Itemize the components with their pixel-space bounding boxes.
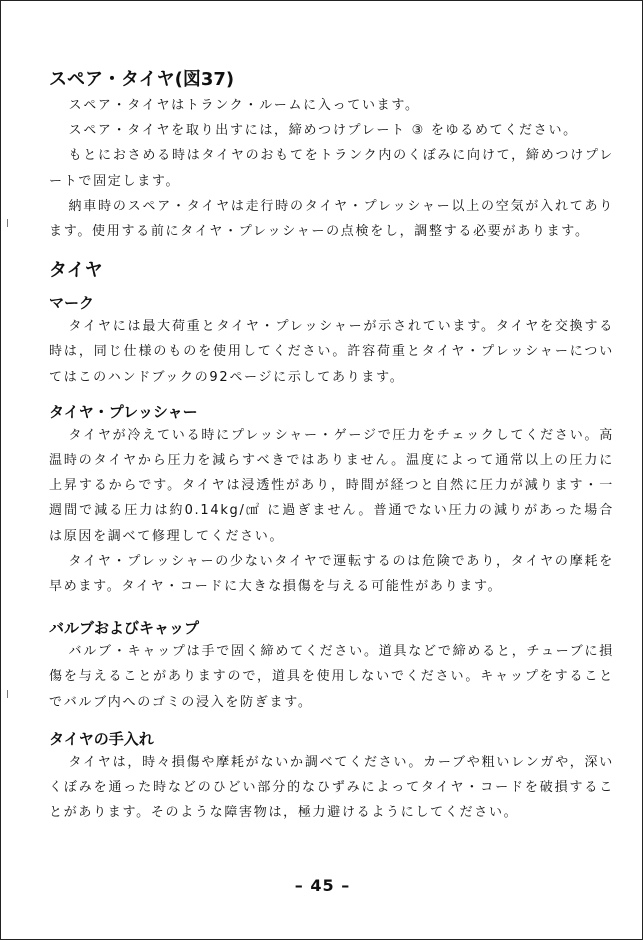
- paragraph: タイヤが冷えている時にプレッシャー・ゲージで圧力をチェックしてください。高温時のタイヤから圧力を減らすべきではありません。温度によって通常以上の圧力に上昇するからです。タイヤは浸透性があり，時間が経つと自然に圧力が減ります・一週間で減る圧力は約0.14kg/㎠ に過ぎません。普通でない圧力の減りがあった場合は原因を調べて修理してください。: [49, 427, 614, 544]
- binding-mark: [7, 690, 8, 698]
- paragraph: タイヤには最大荷重とタイヤ・プレッシャーが示されています。タイヤを交換する時は，同じ仕様のものを使用してください。許容荷重とタイヤ・プレッシャーについてはこのハンドブックの92ページに示してあります。: [49, 319, 614, 385]
- section-valve-and-cap: [49, 617, 614, 715]
- subsection-title-mark: マーク: [49, 294, 95, 313]
- page-number: – 45 –: [294, 876, 351, 895]
- paragraph: スペア・タイヤはトランク・ルームに入っています。: [68, 98, 420, 113]
- section-tire: [49, 258, 614, 599]
- binding-mark: [7, 219, 8, 227]
- spacer: [49, 715, 614, 728]
- spacer: [49, 390, 614, 401]
- spacer: [49, 599, 614, 617]
- section-title-tire: タイヤ: [49, 260, 103, 282]
- subsection-title-tire-pressure: タイヤ・プレッシャー: [49, 402, 198, 421]
- paragraph: タイヤは，時々損傷や摩耗がないか調べてください。カーブや粗いレンガや，深いくぼみを通った時などのひどい部分的なひずみによってタイヤ・コードを破損することがあります。そのような障害物は，極力避けるようにしてください。: [49, 754, 614, 821]
- section-title-tire-care: タイヤの手入れ: [49, 729, 154, 748]
- section-title-valve-and-cap: バルブおよびキャップ: [49, 619, 200, 638]
- section-tire-care: [49, 728, 614, 826]
- spacer: [49, 284, 614, 292]
- page-content: [49, 67, 614, 825]
- spacer: [49, 244, 614, 258]
- paragraph: 納車時のスペア・タイヤは走行時のタイヤ・プレッシャー以上の空気が入れてあります。使用する前にタイヤ・プレッシャーの点検をし，調整する必要があります。: [49, 198, 614, 240]
- section-title-spare-tire: スペア・タイヤ(図37): [49, 69, 235, 90]
- paragraph: バルブ・キャップは手で固く締めてください。道具などで締めると，チューブに損傷を与えることがありますので，道具を使用しないでください。キャップをすることでバルブ内へのゴミの浸入を防ぎます。: [49, 644, 614, 710]
- paragraph: スペア・タイヤを取り出すには，締めつけプレート ③ をゆるめてください。: [68, 123, 578, 139]
- paragraph: もとにおさめる時はタイヤのおもてをトランク内のくぼみに向けて，締めつけプレートで固定します。: [49, 148, 614, 189]
- paragraph: タイヤ・プレッシャーの少ないタイヤで運転するのは危険であり，タイヤの摩耗を早めます。タイヤ・コードに大きな損傷を与える可能性があります。: [49, 553, 614, 595]
- section-spare-tire: [49, 67, 614, 244]
